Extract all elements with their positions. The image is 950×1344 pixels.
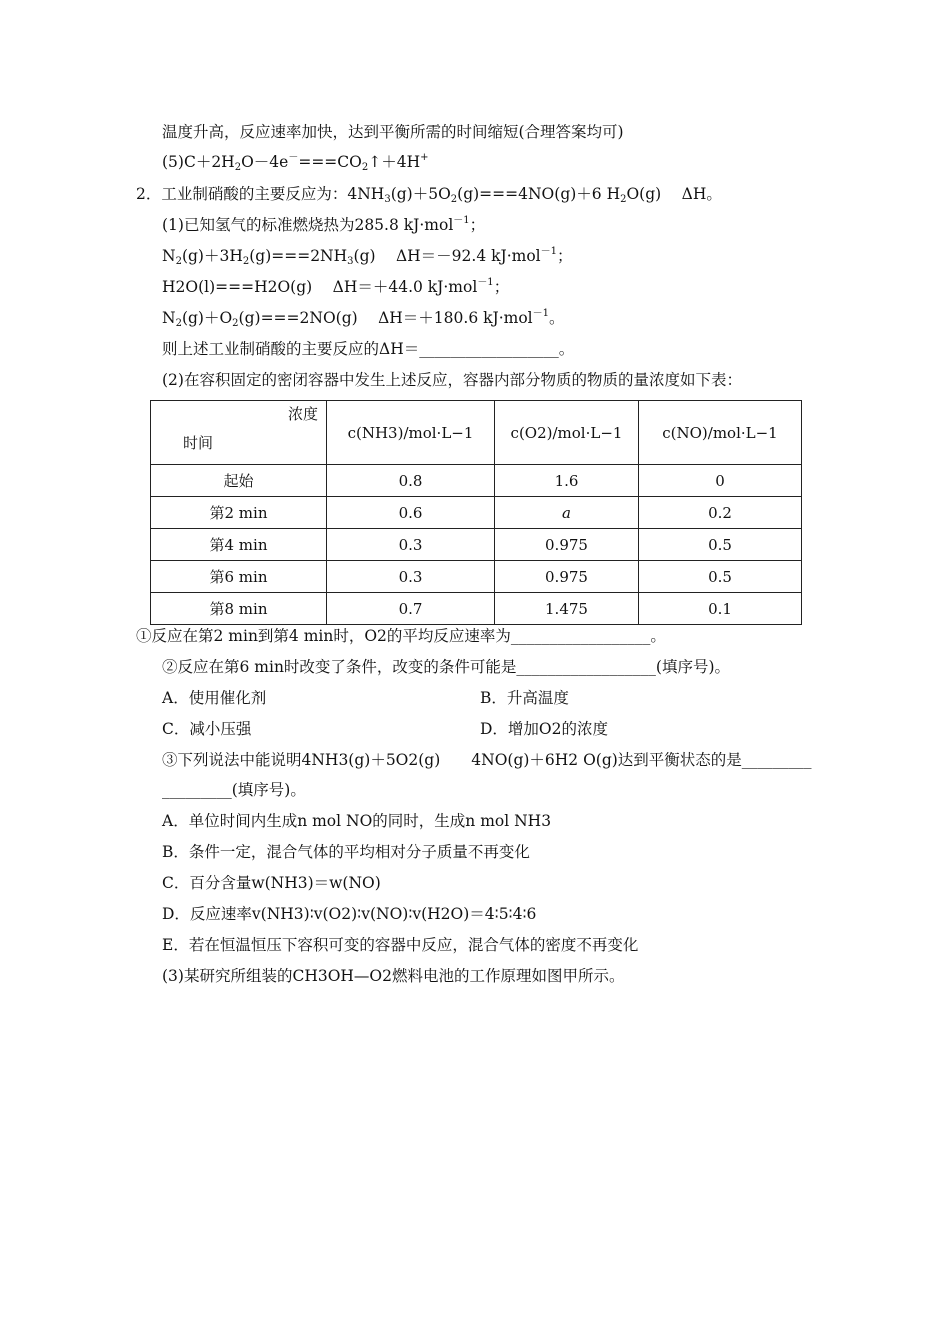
table-row: [151, 529, 802, 561]
table-row: [151, 465, 802, 497]
equation-nh3-formation: $N_2(g)+3H_2(g)===2NH_3(g)$ ΔH＝－92.4 kJ·mol$^{-1}$；: [162, 246, 573, 267]
answer-line-temperature: 温度升高，反应速率加快，达到平衡所需的时间缩短(合理答案均可): [162, 123, 624, 141]
table-row: [151, 593, 802, 625]
option-b-d: D．增加O2的浓度: [480, 720, 608, 738]
o2-cell: 1.475: [495, 593, 639, 625]
part-2-intro: (2)在容积固定的密闭容器中发生上述反应，容器内部分物质的物质的量浓度如下表：: [162, 371, 742, 389]
concentration-table: [150, 400, 802, 625]
nh3-cell: 0.6: [327, 497, 495, 529]
table-corner-cell: [151, 401, 327, 465]
sub-question-2: ②反应在第6 min时改变了条件，改变的条件可能是__________________(填序号)。: [162, 658, 731, 676]
corner-label-concentration: 浓度: [287, 405, 318, 423]
header-c-no: c(NO)/mol·L−1: [639, 401, 802, 465]
table-header-row: [151, 401, 802, 465]
ask-delta-h: 则上述工业制硝酸的主要反应的ΔH＝__________________。: [162, 340, 575, 358]
question-2-stem: 2．工业制硝酸的主要反应为：$4NH_3(g)+5O_2(g)===4NO(g)+6$ $H_2O(g)$ ΔH。: [136, 185, 722, 205]
no-cell: 0.1: [639, 593, 802, 625]
sub-question-1: ①反应在第2 min到第4 min时，O2的平均反应速率为__________________。: [136, 627, 666, 645]
time-cell: 起始: [151, 465, 327, 497]
table-row: [151, 497, 802, 529]
option-c-c: C．百分含量w(NH3)＝w(NO): [162, 874, 381, 892]
time-cell: 第8 min: [151, 593, 327, 625]
no-cell: 0.2: [639, 497, 802, 529]
answer-line-electrode-equation: $(5)C+2H_2O-4e^-===CO_2↑+4H^+$: [162, 152, 429, 173]
time-cell: 第2 min: [151, 497, 327, 529]
option-c-e: E．若在恒温恒压下容积可变的容器中反应，混合气体的密度不再变化: [162, 936, 639, 954]
header-c-o2: c(O2)/mol·L−1: [495, 401, 639, 465]
o2-cell: 0.975: [495, 561, 639, 593]
option-c-a: A．单位时间内生成n mol NO的同时，生成n mol NH3: [162, 812, 552, 830]
corner-label-time: 时间: [183, 434, 214, 452]
time-cell: 第6 min: [151, 561, 327, 593]
sub-question-3-line2: _________(填序号)。: [162, 781, 306, 799]
option-b-a: A．使用催化剂: [162, 689, 267, 707]
no-cell: 0.5: [639, 561, 802, 593]
part-1-hydrogen-combustion: (1)已知氢气的标准燃烧热为285.8 kJ·mol$^{-1}$；: [162, 215, 486, 234]
nh3-cell: 0.3: [327, 529, 495, 561]
header-c-nh3: c(NH3)/mol·L−1: [327, 401, 495, 465]
nh3-cell: 0.7: [327, 593, 495, 625]
o2-cell: 0.975: [495, 529, 639, 561]
equation-water-vaporization: H2O(l)===H2O(g) ΔH＝＋44.0 kJ·mol$^{-1}$；: [162, 277, 510, 296]
option-c-b: B．条件一定，混合气体的平均相对分子质量不再变化: [162, 843, 530, 861]
nh3-cell: 0.3: [327, 561, 495, 593]
no-cell: 0.5: [639, 529, 802, 561]
o2-cell: a: [495, 497, 639, 529]
table-row: [151, 561, 802, 593]
time-cell: 第4 min: [151, 529, 327, 561]
nh3-cell: 0.8: [327, 465, 495, 497]
option-c-d: D．反应速率v(NH3)∶v(O2)∶v(NO)∶v(H2O)＝4∶5∶4∶6: [162, 905, 537, 923]
option-b-b: B．升高温度: [480, 689, 569, 707]
o2-cell: 1.6: [495, 465, 639, 497]
no-cell: 0: [639, 465, 802, 497]
option-b-c: C．减小压强: [162, 720, 252, 738]
part-3-fuel-cell: (3)某研究所组装的CH3OH—O2燃料电池的工作原理如图甲所示。: [162, 967, 625, 985]
sub-question-3-line1: ③下列说法中能说明4NH3(g)＋5O2(g) 4NO(g)＋6H2 O(g)达到平衡状态的是_________: [162, 751, 812, 769]
equation-no-formation: $N_2(g)+O_2(g)===2NO(g)$ ΔH＝＋180.6 kJ·mol$^{-1}$。: [162, 308, 565, 329]
